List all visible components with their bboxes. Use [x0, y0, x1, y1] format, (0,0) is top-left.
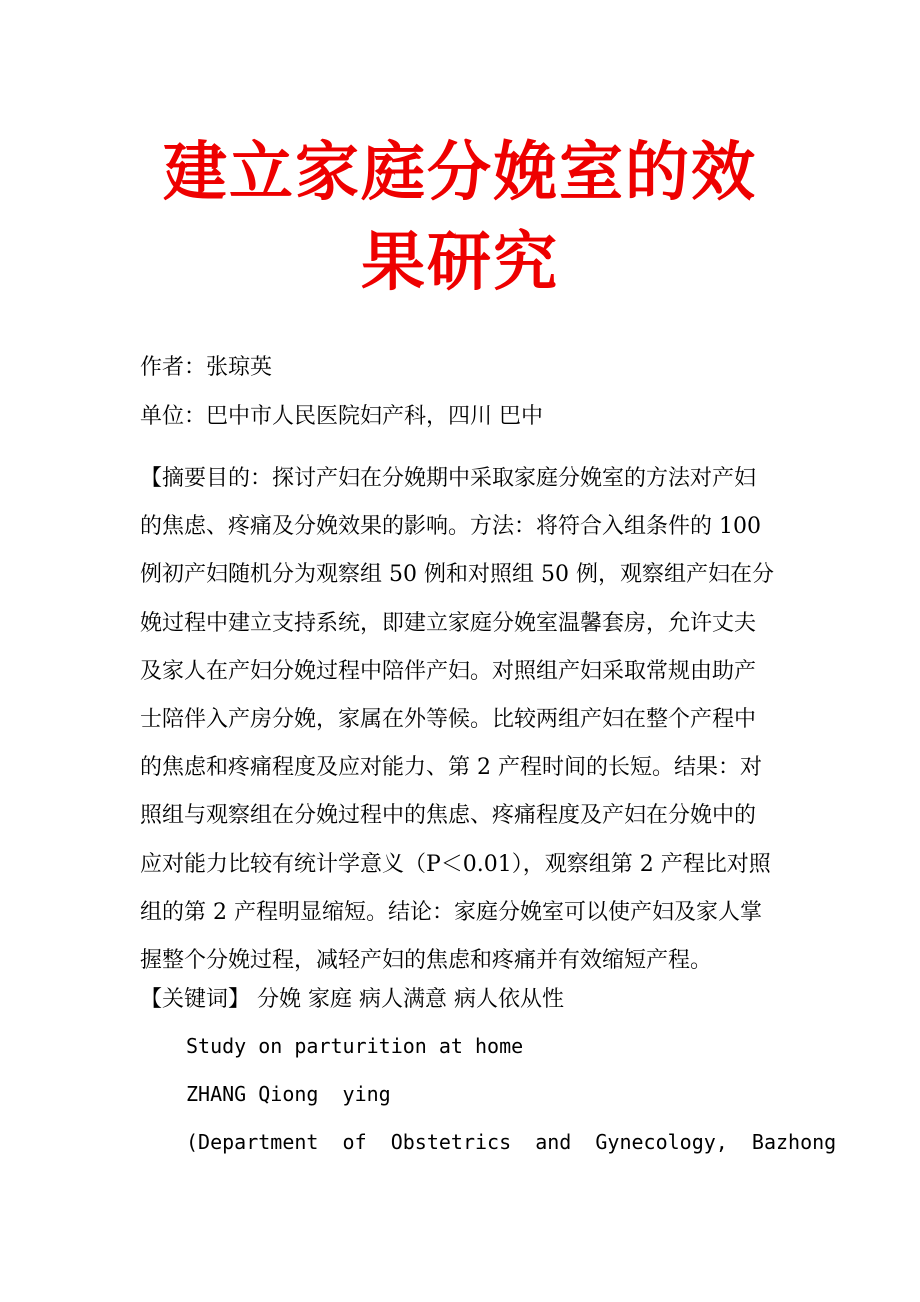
abstract-line: 娩过程中建立支持系统，即建立家庭分娩室温馨套房，允许丈夫	[140, 610, 757, 636]
english-author: ZHANG Qiong ying	[186, 1082, 391, 1106]
abstract-line: 及家人在产妇分娩过程中陪伴产妇。对照组产妇采取常规由助产	[140, 658, 757, 684]
author-line: 作者：张琼英	[140, 355, 273, 380]
abstract-line: 例初产妇随机分为观察组 50 例和对照组 50 例，观察组产妇在分	[140, 562, 774, 588]
abstract-line: 士陪伴入产房分娩，家属在外等候。比较两组产妇在整个产程中	[140, 706, 757, 732]
abstract-line: 照组与观察组在分娩过程中的焦虑、疼痛程度及产妇在分娩中的	[140, 803, 757, 829]
abstract-line: 握整个分娩过程，减轻产妇的焦虑和疼痛并有效缩短产程。	[140, 947, 713, 973]
paper-title-line-2: 果研究	[361, 225, 559, 300]
english-title: Study on parturition at home	[186, 1034, 524, 1058]
abstract-line: 组的第 2 产程明显缩短。结论：家庭分娩室可以使产妇及家人掌	[140, 899, 762, 925]
english-department: (Department of Obstetrics and Gynecology, Bazhong	[186, 1130, 837, 1154]
keywords-line: 【关键词】 分娩 家庭 病人满意 病人依从性	[140, 987, 564, 1012]
abstract-line: 应对能力比较有统计学意义（P＜0.01），观察组第 2 产程比对照	[140, 851, 771, 877]
abstract	[140, 455, 782, 985]
abstract-line: 【摘要目的：探讨产妇在分娩期中采取家庭分娩室的方法对产妇	[140, 466, 757, 491]
abstract-line: 的焦虑和疼痛程度及应对能力、第 2 产程时间的长短。结果：对	[140, 755, 762, 781]
abstract-line: 的焦虑、疼痛及分娩效果的影响。方法：将符合入组条件的 100	[140, 514, 761, 540]
paper-title-line-1: 建立家庭分娩室的效	[163, 135, 757, 210]
affiliation-line: 单位：巴中市人民医院妇产科，四川 巴中	[140, 404, 543, 429]
paper-title	[150, 128, 770, 308]
